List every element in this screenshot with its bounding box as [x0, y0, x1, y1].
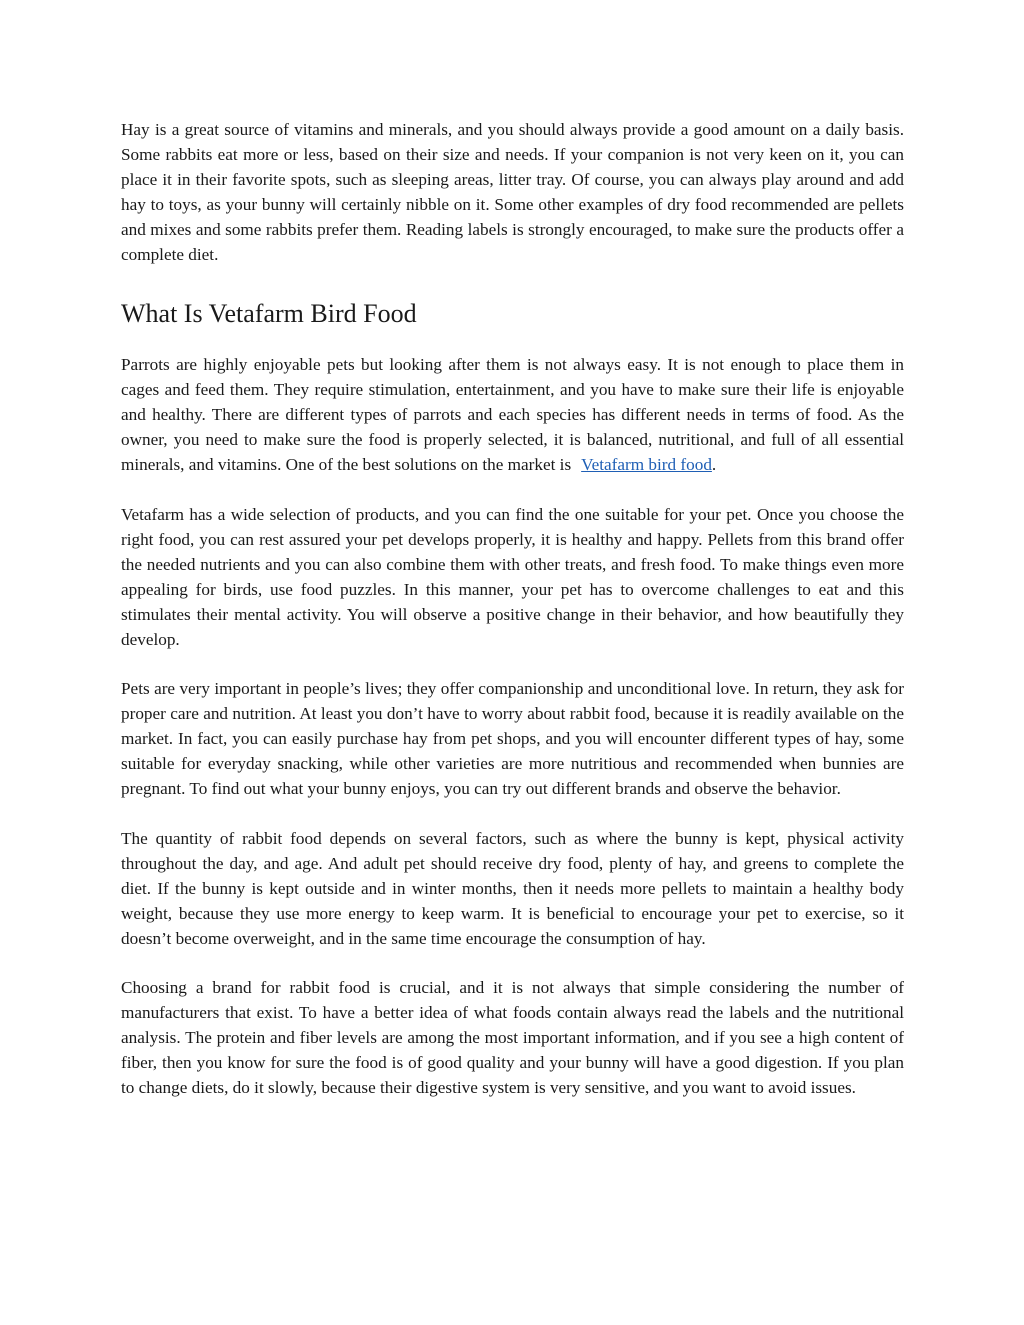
- paragraph-pets: Pets are very important in people’s lives; they offer companionship and unconditional love. In return, they ask for proper care and nutrition. At least you don’t have to worry about rabbit food, because it is readily available on the market. In fact, you can easily purchase hay from pet shops, and you will encounter different types of hay, some suitable for everyday snacking, while other varieties are more nutritious and recommended when bunnies are pregnant. To find out what your bunny enjoys, you can try out different brands and observe the behavior.: [121, 679, 904, 799]
- paragraph-parrots-text: Parrots are highly enjoyable pets but looking after them is not always easy. It is not enough to place them in cages and feed them. They require stimulation, entertainment, and you have to make sure their life is enjoyable and healthy. There are different types of parrots and each species has different needs in terms of food. As the owner, you need to make sure the food is properly selected, it is balanced, nutritional, and full of all essential minerals, and vitamins. One of the best solutions on the market is: [121, 355, 904, 475]
- paragraph-parrots: [121, 353, 904, 478]
- paragraph-quantity: The quantity of rabbit food depends on several factors, such as where the bunny is kept, physical activity throughout the day, and age. And adult pet should receive dry food, plenty of hay, and greens to complete the diet. If the bunny is kept outside and in winter months, then it needs more pellets to maintain a healthy body weight, because they use more energy to keep warm. It is beneficial to encourage your pet to exercise, so it doesn’t become overweight, and in the same time encourage the consumption of hay.: [121, 828, 904, 948]
- paragraph-brand: Choosing a brand for rabbit food is crucial, and it is not always that simple considering the number of manufacturers that exist. To have a better idea of what foods contain always read the labels and the nutritional analysis. The protein and fiber levels are among the most important information, and if you see a high content of fiber, then you know for sure the food is of good quality and your bunny will have a good digestion. If you plan to change diets, do it slowly, because their digestive system is very sensitive, and you want to avoid issues.: [121, 978, 904, 1098]
- paragraph-vetafarm: Vetafarm has a wide selection of products, and you can find the one suitable for your pet. Once you choose the right food, you can rest assured your pet develops properly, it is healthy and happy. Pellets from this brand offer the needed nutrients and you can also combine them with other treats, and fresh food. To make things even more appealing for birds, use food puzzles. In this manner, your pet has to overcome challenges to eat and this stimulates their mental activity. You will observe a positive change in their behavior, and how beautifully they develop.: [121, 504, 904, 649]
- vetafarm-bird-food-link[interactable]: Vetafarm bird food: [581, 455, 712, 475]
- paragraph-hay: Hay is a great source of vitamins and minerals, and you should always provide a good amount on a daily basis. Some rabbits eat more or less, based on their size and needs. If your companion is not very keen on it, you can place it in their favorite spots, such as sleeping areas, litter tray. Of course, you can always play around and add hay to toys, as your bunny will certainly nibble on it. Some other examples of dry food recommended are pellets and mixes and some rabbits prefer them. Reading labels is strongly encouraged, to make sure the products offer a complete diet.: [121, 120, 904, 264]
- document-page: [121, 118, 904, 1126]
- section-heading: What Is Vetafarm Bird Food: [121, 299, 417, 329]
- paragraph-parrots-end: .: [711, 455, 717, 475]
